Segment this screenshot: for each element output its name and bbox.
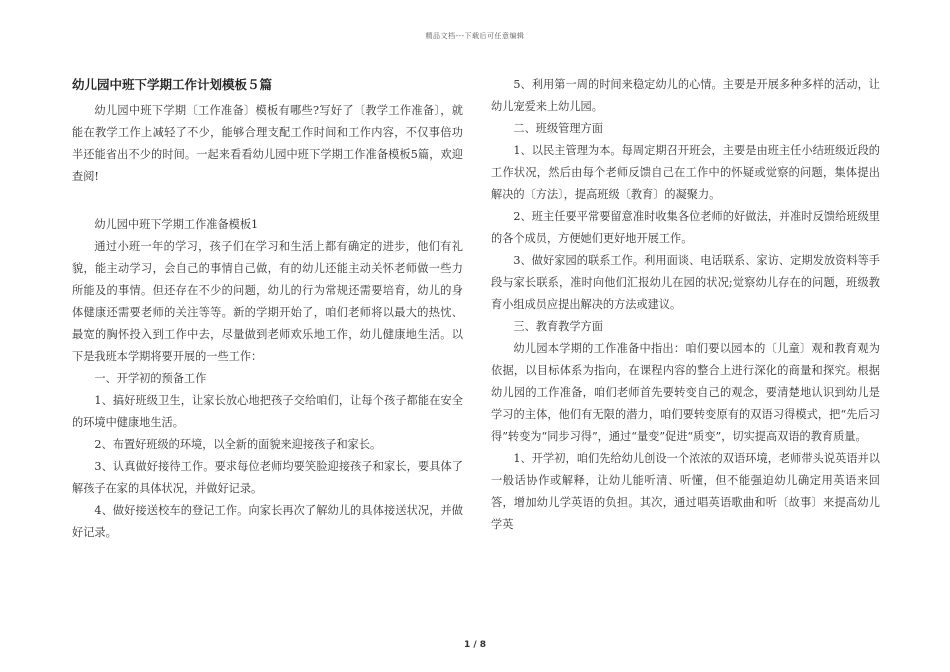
subsection-heading: 二、班级管理方面 bbox=[513, 122, 603, 135]
header-note: 精品文档---下载后可任意编辑 bbox=[425, 32, 525, 40]
list-item: 1、开学初，咱们先给幼儿创设一个浓浓的双语环境，老师带头说英语并以一般话协作或解释，让幼儿能听清、听懂，但不能强迫幼儿确定用英语来回答，增加幼儿学英语的负担。其次，通过唱英语歌曲和听〔故事〕来提高幼儿学英 bbox=[491, 452, 880, 531]
list-item: 3、认真做好接待工作。要求每位老师均要笑脸迎接孩子和家长，要具体了解孩子在家的具体状况，并做好记录。 bbox=[72, 460, 463, 495]
intro-paragraph: 幼儿园中班下学期〔工作准备〕模板有哪些?写好了〔教学工作准备〕，就能在教学工作上减轻了不少，能够合理支配工作时间和工作内容，不仅事倍功半还能省出不少的时间。一起来看看幼儿园中班下学期工作准备模板5篇，欢迎查阅! bbox=[72, 104, 463, 183]
body-paragraph: 通过小班一年的学习，孩子们在学习和生活上都有确定的进步，他们有礼貌，能主动学习，会自己的事情自己做，有的幼儿还能主动关怀老师做一些力所能及的事情。但还存在不少的问题，幼儿的行为常规还需要培育，幼儿的身体健康还需要老师的关注等等。新的学期开始了，咱们老师将以最大的热忱、最宽的胸怀投入到工作中去，尽量做到老师欢乐地工作，幼儿健康地生活。以下是我班本学期将要开展的一些工作： bbox=[72, 240, 463, 363]
subsection-heading: 三、教育教学方面 bbox=[513, 320, 603, 333]
document-title: 幼儿园中班下学期工作计划模板５篇 bbox=[72, 77, 273, 92]
list-item: 4、做好接送校车的登记工作。向家长再次了解幼儿的具体接送状况，并做好记录。 bbox=[72, 504, 463, 539]
list-item: 2、布置好班级的环境，以全新的面貌来迎接孩子和家长。 bbox=[94, 438, 382, 451]
subsection-heading: 一、开学初的预备工作 bbox=[94, 372, 207, 385]
list-item: 5、利用第一周的时间来稳定幼儿的心情。主要是开展多种多样的活动，让幼儿宠爱来上幼儿园。 bbox=[491, 78, 880, 113]
list-item: 1、搞好班级卫生，让家长放心地把孩子交给咱们，让每个孩子都能在安全的环境中健康地生活。 bbox=[72, 394, 463, 429]
right-column bbox=[491, 74, 880, 536]
list-item: 3、做好家园的联系工作。利用面谈、电话联系、家访、定期发放资料等手段与家长联系，准时向他们汇报幼儿在园的状况;觉察幼儿存在的问题，班级教育小组成员应提出解决的方法或建议。 bbox=[491, 254, 880, 311]
spacer bbox=[72, 188, 463, 214]
left-column bbox=[72, 74, 463, 544]
section-heading: 幼儿园中班下学期工作准备模板1 bbox=[94, 218, 259, 231]
list-item: 2、班主任要平常要留意准时收集各位老师的好做法，并准时反馈给班级里的各个成员，方便她们更好地开展工作。 bbox=[491, 210, 880, 245]
page-number: 1 / 8 bbox=[463, 640, 487, 650]
list-item: 1、以民主管理为本。每周定期召开班会，主要是由班主任小结班级近段的工作状况，然后由每个老师反馈自己在工作中的怀疑或觉察的问题，集体提出解决的〔方法〕，提高班级〔教育〕的凝聚力。 bbox=[491, 144, 880, 201]
body-paragraph: 幼儿园本学期的工作准备中指出：咱们要以园本的〔儿童〕观和教育观为依据，以目标体系为指向，在课程内容的整合上进行深化的商量和探究。根据幼儿园的工作准备，咱们老师首先要转变自己的观念，要清楚地认识到幼儿是学习的主体，他们有无限的潜力，咱们要转变原有的双语习得模式，把“先后习得”转变为“同步习得”，通过“量变”促进“质变”，切实提高双语的教育质量。 bbox=[491, 342, 880, 443]
